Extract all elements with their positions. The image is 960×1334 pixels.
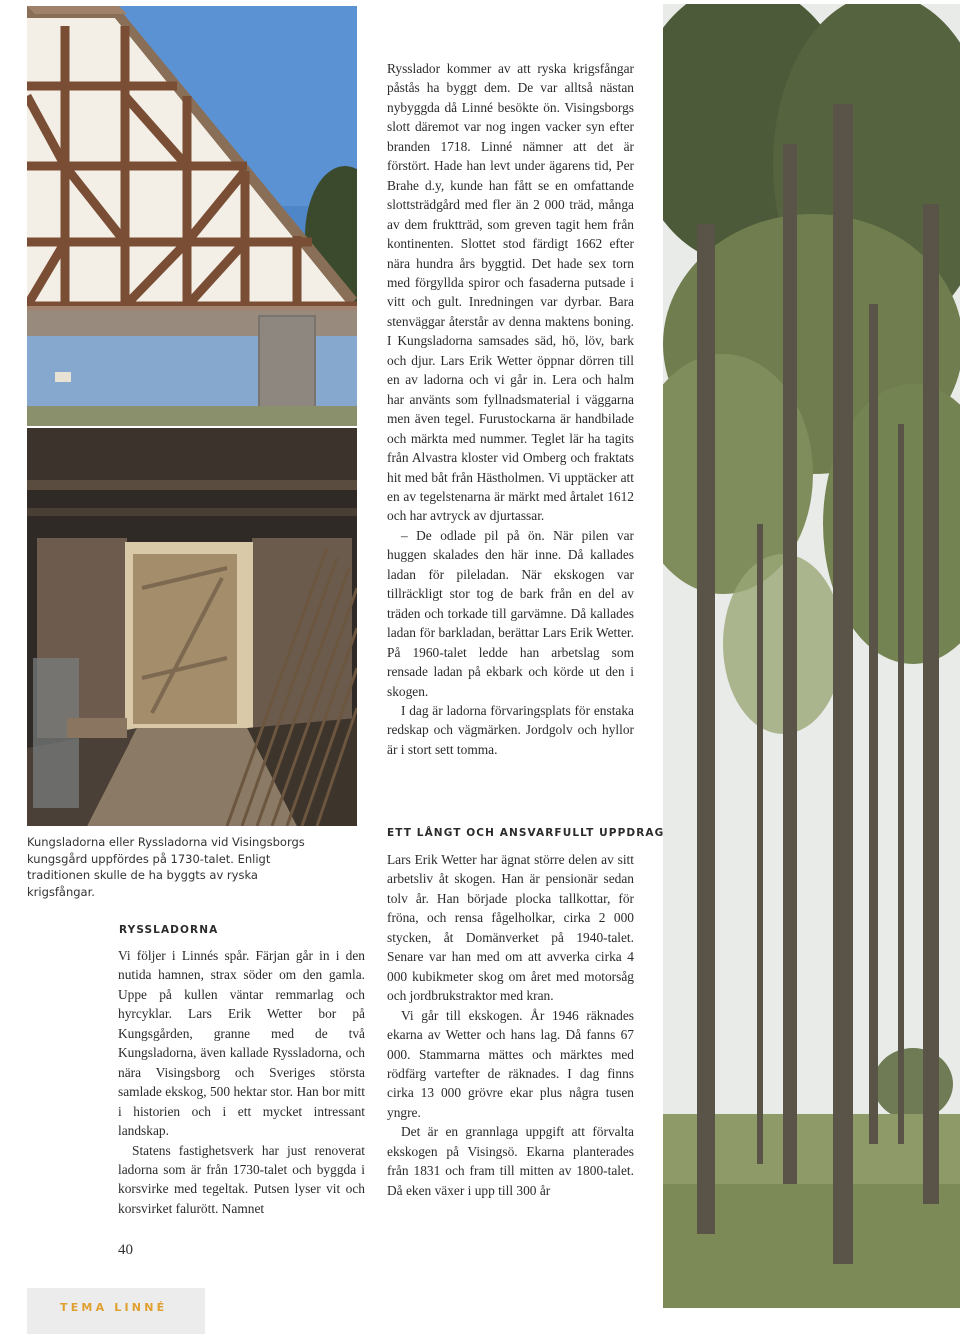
paragraph: Rysslador kommer av att ryska krigsfångar påstås ha byggt dem. De var alltså nästan nybyggda då Linné besökte ön. Visingsborgs slott däremot var nog ingen vacker syn efter branden 1718. Linné nämner att det är förstört. Hade han levt under ägarens tid, Per Brahe d.y, kunde han fått se en omfattande slottsträdgård med fler än 2 000 träd, många av dem fruktträd, som greven tagit hem från kontinenten. Slottet stod färdigt 1662 efter nära hundra års byggtid. Det hade sex torn med förgyllda spiror och fasaderna putsade i vitt och gult. Inredningen var dyrbar. Bara stenväggar återstår av denna maktens boning. I Kungsladorna samsades säd, hö, löv, bark och djur. Lars Erik Wetter öppnar dörren till en av ladorna och vi går in. Lera och halm har använts som fyllnadsmaterial i väggarna men även tegel. Furustockarna är handbilade och märkta med nummer. Teglet lär ha tagits från Alvastra kloster vid Omberg och fraktats hit med båt från Hästholmen. Vi upptäcker att en av tegelstenarna är märkt med årtalet 1612 och har avtryck av djurtassar. (387, 61, 634, 524)
paragraph: Statens fastighetsverk har just renoverat ladorna som är från 1730-talet och byggda i korsvirke med tegeltak. Putsen lyser vit och korsvirket falurött. Namnet (118, 1142, 365, 1216)
footer-section-label: TEMA LINNÉ (60, 1301, 168, 1314)
barn-exterior-photo (27, 6, 357, 426)
paragraph: Vi följer i Linnés spår. Färjan går in i den nutida hamnen, strax söder om den gamla. Uppe på kullen väntar remmarlag och hyrcyklar. Lars Erik Wetter bor på Kungsgården, granne med de två Kungsladorna, även kallade Ryssladorna, och nära Visingsborg och Sveriges största samlade ekskog, 500 hektar stor. Han bor mitt i historien och i ett mycket intressant landskap. (118, 948, 365, 1139)
section-heading-ryssladorna: RYSSLADORNA (119, 924, 219, 936)
oak-forest-photo (663, 4, 960, 1308)
page-number: 40 (118, 1242, 133, 1258)
paragraph: Lars Erik Wetter har ägnat större delen av sitt arbetsliv åt skogen. Han är pensionär sedan tolv år. Han började plocka tallkottar, för fröna, och rensa fågelholkar, cirka 2 000 stycken, åt Domänverket på 1940-talet. Senare var han med om att avverka cirka 4 000 kubikmeter skog om året med motorsåg och jordbrukstraktor med kran. (387, 852, 634, 1004)
barn-interior-photo (27, 428, 357, 826)
article-text-ett-langt (387, 850, 634, 1200)
paragraph: I dag är ladorna förvaringsplats för enstaka redskap och vägmärken. Jordgolv och hyllor är i stort sett tomma. (387, 702, 634, 757)
paragraph: Det är en grannlaga uppgift att förvalta ekskogen på Visingsö. Ekarna planterades från 1831 och fram till mitten av 1800-talet. Då eken växer i upp till 300 år (387, 1124, 634, 1198)
article-text-continued (387, 59, 634, 759)
paragraph: – De odlade pil på ön. När pilen var huggen skalades den här inne. Då kallades ladan för pileladan. När ekskogen var tillräckligt stor tog de bark från en del av träden och torkade till garvämne. Då kallades ladan för barkladan, berättar Lars Erik Wetter. På 1960-talet ledde han arbetslag som rensade ladan på ekbark och körde ut den i skogen. (387, 527, 634, 699)
photo-caption: Kungsladorna eller Ryssladorna vid Visingsborgs kungsgård uppfördes på 1730-talet. Enligt traditionen skulle de ha byggts av ryska krigsfångar. (27, 835, 305, 899)
section-heading-ett-langt: ETT LÅNGT OCH ANSVARFULLT UPPDRAG (387, 827, 665, 839)
paragraph: Vi går till ekskogen. År 1946 räknades ekarna av Wetter och hans lag. Då fanns 67 000. Stammarna mättes och märktes med rödfärg vartefter de räknades. I dag finns cirka 13 000 grövre ekar plus några tusen yngre. (387, 1007, 634, 1120)
article-text-ryssladorna (118, 946, 365, 1218)
